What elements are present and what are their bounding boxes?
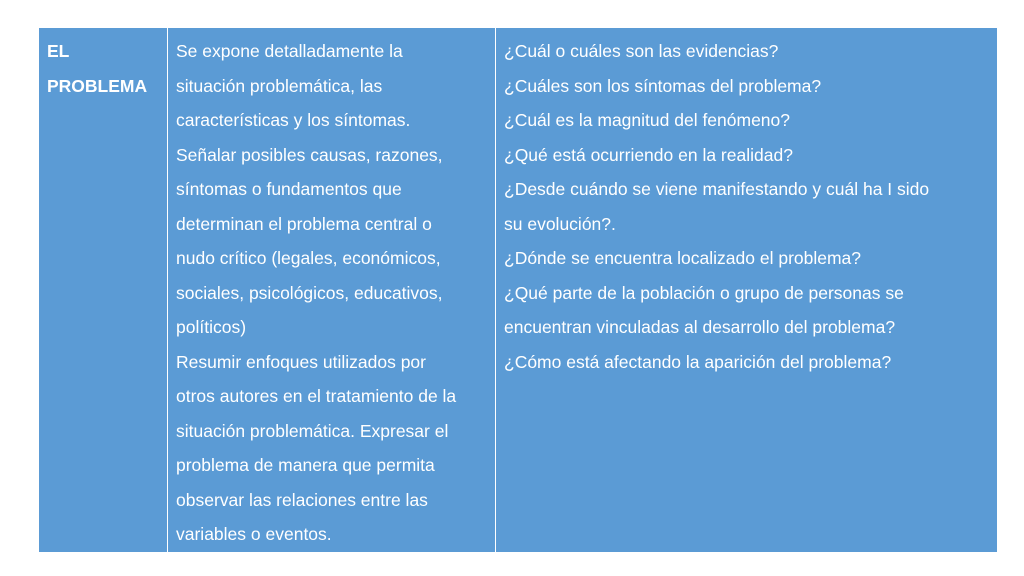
description-line: Señalar posibles causas, razones, <box>176 144 443 165</box>
description-line: Se expone detalladamente la <box>176 41 403 61</box>
question-line: ¿Desde cuándo se viene manifestando y cuál ha I sido <box>504 179 930 199</box>
question-line: ¿Cuáles son los síntomas del problema? <box>504 75 822 96</box>
description-line: políticos) <box>176 317 247 337</box>
description-line: características y los síntomas. <box>176 110 411 130</box>
question-line: ¿Cuál o cuáles son las evidencias? <box>504 41 779 61</box>
description-line: otros autores en el tratamiento de la <box>176 386 457 406</box>
problem-table <box>38 27 998 553</box>
label-cell <box>39 28 168 553</box>
question-line: ¿Dónde se encuentra localizado el problema? <box>504 248 862 268</box>
description-line: variables o eventos. <box>176 524 332 544</box>
question-line: ¿Qué está ocurriendo en la realidad? <box>504 144 793 165</box>
question-line: ¿Cómo está afectando la aparición del problema? <box>504 351 892 372</box>
questions-cell <box>496 28 998 553</box>
description-line: observar las relaciones entre las <box>176 489 428 510</box>
label-line: EL <box>47 41 70 61</box>
description-line: problema de manera que permita <box>176 455 435 475</box>
question-line: su evolución?. <box>504 213 616 234</box>
description-line: situación problemática. Expresar el <box>176 420 449 441</box>
description-cell <box>168 28 496 553</box>
description-line: Resumir enfoques utilizados por <box>176 351 426 372</box>
description-line: síntomas o fundamentos que <box>176 179 402 199</box>
table-row <box>39 28 998 553</box>
question-line: ¿Qué parte de la población o grupo de personas se <box>504 282 904 303</box>
description-line: sociales, psicológicos, educativos, <box>176 282 443 303</box>
description-line: determinan el problema central o <box>176 213 432 234</box>
description-line: situación problemática, las <box>176 75 383 96</box>
question-line: encuentran vinculadas al desarrollo del problema? <box>504 317 896 337</box>
description-line: nudo crítico (legales, económicos, <box>176 248 441 268</box>
question-line: ¿Cuál es la magnitud del fenómeno? <box>504 110 791 130</box>
label-line: PROBLEMA <box>47 75 148 96</box>
